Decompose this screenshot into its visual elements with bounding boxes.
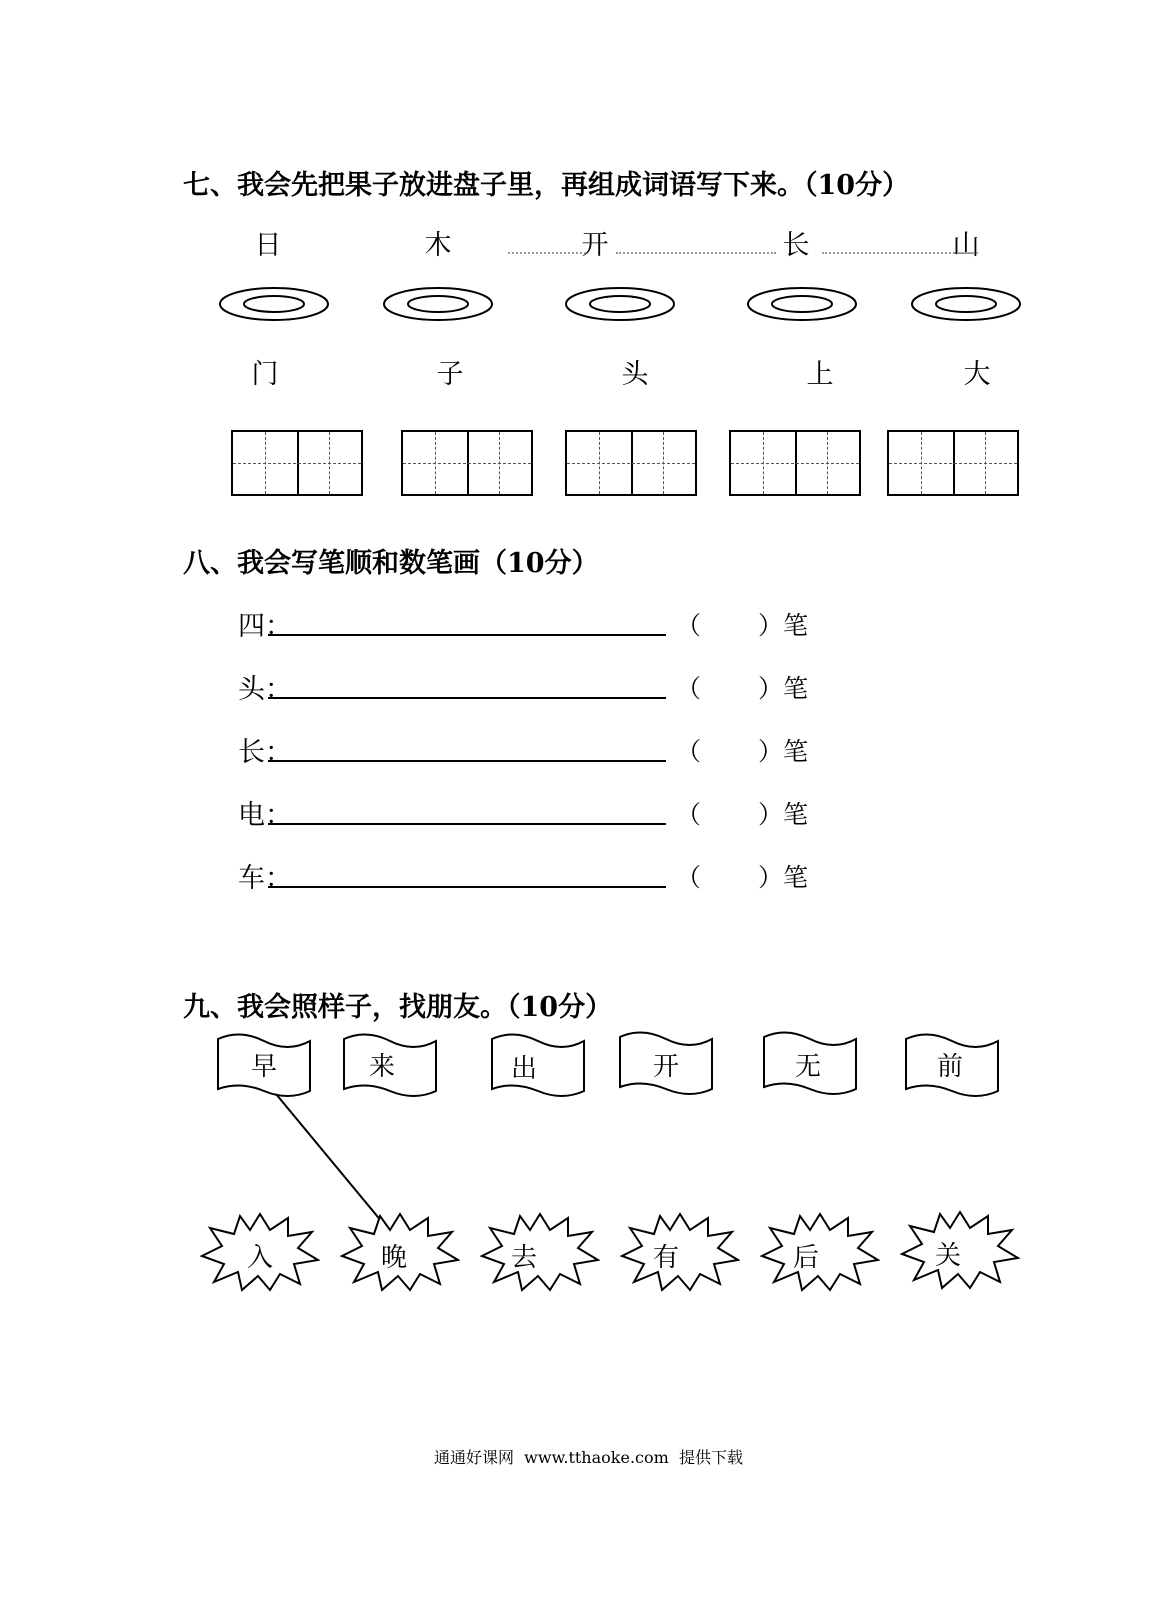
stroke-row-char: 四： xyxy=(238,611,292,642)
flag-char: 出 xyxy=(510,1054,537,1084)
stroke-order-line[interactable] xyxy=(268,886,666,888)
stroke-row-char: 长： xyxy=(238,737,292,768)
fruit-char: 开 xyxy=(581,230,609,261)
plate-char: 门 xyxy=(251,359,279,390)
paren-open: （ xyxy=(676,611,702,640)
plate-icon[interactable] xyxy=(218,286,330,322)
flag-char: 无 xyxy=(794,1052,821,1082)
section8-title: 八、我会写笔顺和数笔画（10分） xyxy=(183,548,599,579)
burst-char: 晚 xyxy=(380,1243,407,1273)
writing-box[interactable] xyxy=(729,430,861,496)
flag-char: 开 xyxy=(652,1052,679,1082)
plate-char: 子 xyxy=(436,359,464,390)
stroke-count-label: ）笔 xyxy=(758,863,809,892)
fruit-char: 长 xyxy=(782,230,810,261)
plate-char: 大 xyxy=(963,359,991,390)
burst-char: 去 xyxy=(510,1243,537,1273)
writing-box[interactable] xyxy=(565,430,697,496)
burst-char: 关 xyxy=(934,1241,961,1271)
fruit-char: 木 xyxy=(424,230,452,261)
stroke-row-char: 车： xyxy=(238,863,292,894)
stroke-order-line[interactable] xyxy=(268,634,666,636)
paren-open: （ xyxy=(676,863,702,892)
plate-icon[interactable] xyxy=(910,286,1022,322)
writing-box[interactable] xyxy=(401,430,533,496)
stroke-count-label: ）笔 xyxy=(758,674,809,703)
section7-title: 七、我会先把果子放进盘子里，再组成词语写下来。（10分） xyxy=(183,170,910,201)
flag-char: 早 xyxy=(250,1052,277,1082)
plate-icon[interactable] xyxy=(382,286,494,322)
plate-char: 头 xyxy=(621,359,649,390)
paren-open: （ xyxy=(676,674,702,703)
stroke-row-char: 电： xyxy=(238,800,292,831)
dotted-guide xyxy=(508,252,586,254)
footer-text: 通通好课网 www.tthaoke.com 提供下载 xyxy=(434,1448,743,1467)
burst-char: 有 xyxy=(652,1243,679,1273)
stroke-order-line[interactable] xyxy=(268,760,666,762)
stroke-count-label: ）笔 xyxy=(758,800,809,829)
fruit-char: 日 xyxy=(254,230,282,261)
plate-icon[interactable] xyxy=(564,286,676,322)
plate-icon[interactable] xyxy=(746,286,858,322)
stroke-count-label: ）笔 xyxy=(758,737,809,766)
stroke-order-line[interactable] xyxy=(268,697,666,699)
example-connector-line xyxy=(270,1090,390,1230)
plate-char: 上 xyxy=(806,359,834,390)
dotted-guide xyxy=(616,252,776,254)
writing-box[interactable] xyxy=(887,430,1019,496)
stroke-row-char: 头： xyxy=(238,674,292,705)
writing-box[interactable] xyxy=(231,430,363,496)
burst-char: 入 xyxy=(246,1243,273,1273)
section9-title: 九、我会照样子，找朋友。（10分） xyxy=(183,992,613,1023)
fruit-char: 山 xyxy=(952,230,980,261)
flag-char: 来 xyxy=(368,1052,395,1082)
dotted-guide xyxy=(822,252,978,254)
burst-char: 后 xyxy=(792,1243,819,1273)
paren-open: （ xyxy=(676,737,702,766)
stroke-order-line[interactable] xyxy=(268,823,666,825)
stroke-count-label: ）笔 xyxy=(758,611,809,640)
flag-char: 前 xyxy=(936,1052,963,1082)
paren-open: （ xyxy=(676,800,702,829)
